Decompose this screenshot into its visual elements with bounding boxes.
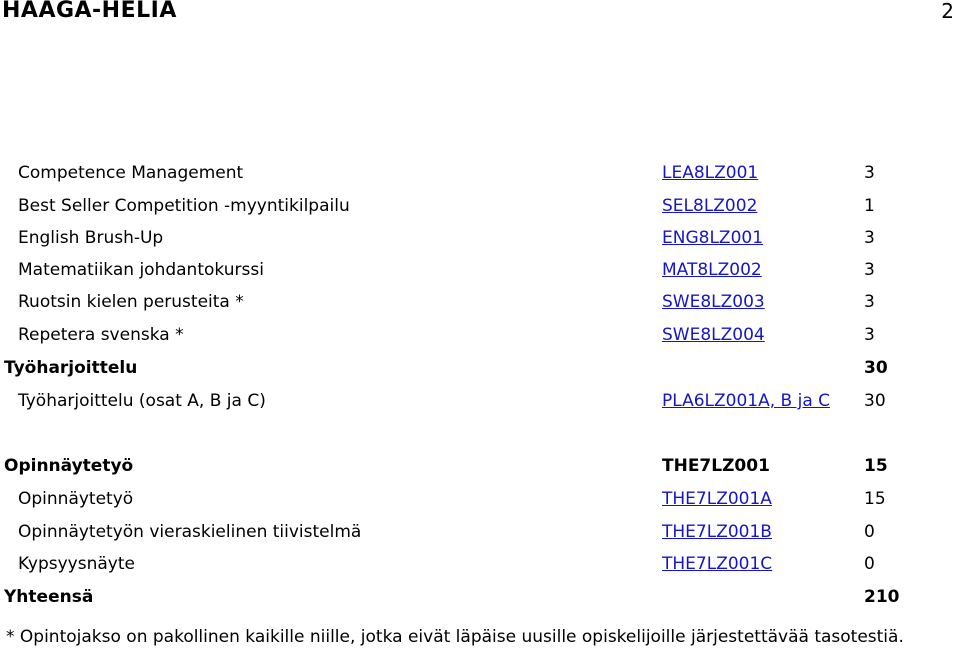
course-credits: 210 bbox=[864, 587, 900, 607]
course-name: Repetera svenska * bbox=[18, 325, 184, 345]
page-number: 2 bbox=[941, 0, 954, 23]
footnote: * Opintojakso on pakollinen kaikille niille, jotka eivät läpäise uusille opiskelijoille järjestettävää tasotestiä. bbox=[6, 627, 904, 647]
course-code-link[interactable]: SWE8LZ004 bbox=[662, 325, 765, 345]
course-name: Competence Management bbox=[18, 163, 244, 183]
course-code-link[interactable]: THE7LZ001C bbox=[662, 554, 773, 574]
course-code-link[interactable]: SWE8LZ003 bbox=[662, 292, 765, 312]
course-credits: 0 bbox=[864, 522, 875, 542]
course-code-link[interactable]: ENG8LZ001 bbox=[662, 228, 764, 248]
course-name: Opinnäytetyö bbox=[4, 456, 134, 476]
course-code-link[interactable]: PLA6LZ001A, B ja C bbox=[662, 391, 831, 411]
course-code-link[interactable]: THE7LZ001A bbox=[662, 489, 772, 509]
course-group-row bbox=[0, 581, 960, 613]
course-credits: 15 bbox=[864, 456, 888, 476]
course-credits: 3 bbox=[864, 260, 875, 280]
header-brand: HAAGA-HELIA bbox=[2, 0, 177, 23]
course-name: Best Seller Competition -myyntikilpailu bbox=[18, 196, 350, 216]
course-credits: 3 bbox=[864, 292, 875, 312]
course-name: Kypsyysnäyte bbox=[18, 554, 135, 574]
course-name: Yhteensä bbox=[4, 587, 94, 607]
course-row bbox=[0, 254, 960, 286]
course-row bbox=[0, 157, 960, 189]
course-code-link[interactable]: MAT8LZ002 bbox=[662, 260, 762, 280]
course-credits: 30 bbox=[864, 358, 888, 378]
course-credits: 30 bbox=[864, 391, 886, 411]
course-code-link[interactable]: LEA8LZ001 bbox=[662, 163, 759, 183]
course-row bbox=[0, 516, 960, 548]
course-code-link[interactable]: THE7LZ001B bbox=[662, 522, 772, 542]
course-credits: 3 bbox=[864, 325, 875, 345]
course-code bbox=[662, 548, 772, 580]
course-group-row bbox=[0, 450, 960, 482]
course-code-link[interactable]: SEL8LZ002 bbox=[662, 196, 758, 216]
course-name: Opinnäytetyön vieraskielinen tiivistelmä bbox=[18, 522, 362, 542]
course-code bbox=[662, 385, 830, 417]
course-credits: 15 bbox=[864, 489, 886, 509]
course-name: Ruotsin kielen perusteita * bbox=[18, 292, 244, 312]
course-name: Matematiikan johdantokurssi bbox=[18, 260, 264, 280]
course-row bbox=[0, 548, 960, 580]
course-row bbox=[0, 190, 960, 222]
course-code bbox=[662, 222, 763, 254]
course-group-row bbox=[0, 352, 960, 384]
course-code bbox=[662, 483, 772, 515]
course-code bbox=[662, 319, 765, 351]
course-credits: 3 bbox=[864, 228, 875, 248]
course-code bbox=[662, 254, 762, 286]
course-row bbox=[0, 319, 960, 351]
course-code bbox=[662, 157, 758, 189]
course-code bbox=[662, 516, 772, 548]
course-code bbox=[662, 190, 757, 222]
course-name: Opinnäytetyö bbox=[18, 489, 134, 509]
course-code bbox=[662, 286, 765, 318]
course-credits: 0 bbox=[864, 554, 875, 574]
course-row bbox=[0, 222, 960, 254]
course-code: THE7LZ001 bbox=[662, 456, 770, 476]
course-row bbox=[0, 385, 960, 417]
course-name: English Brush-Up bbox=[18, 228, 164, 248]
course-name: Työharjoittelu bbox=[4, 358, 138, 378]
course-name: Työharjoittelu (osat A, B ja C) bbox=[18, 391, 266, 411]
course-credits: 3 bbox=[864, 163, 875, 183]
course-row bbox=[0, 483, 960, 515]
course-credits: 1 bbox=[864, 196, 875, 216]
course-row bbox=[0, 286, 960, 318]
